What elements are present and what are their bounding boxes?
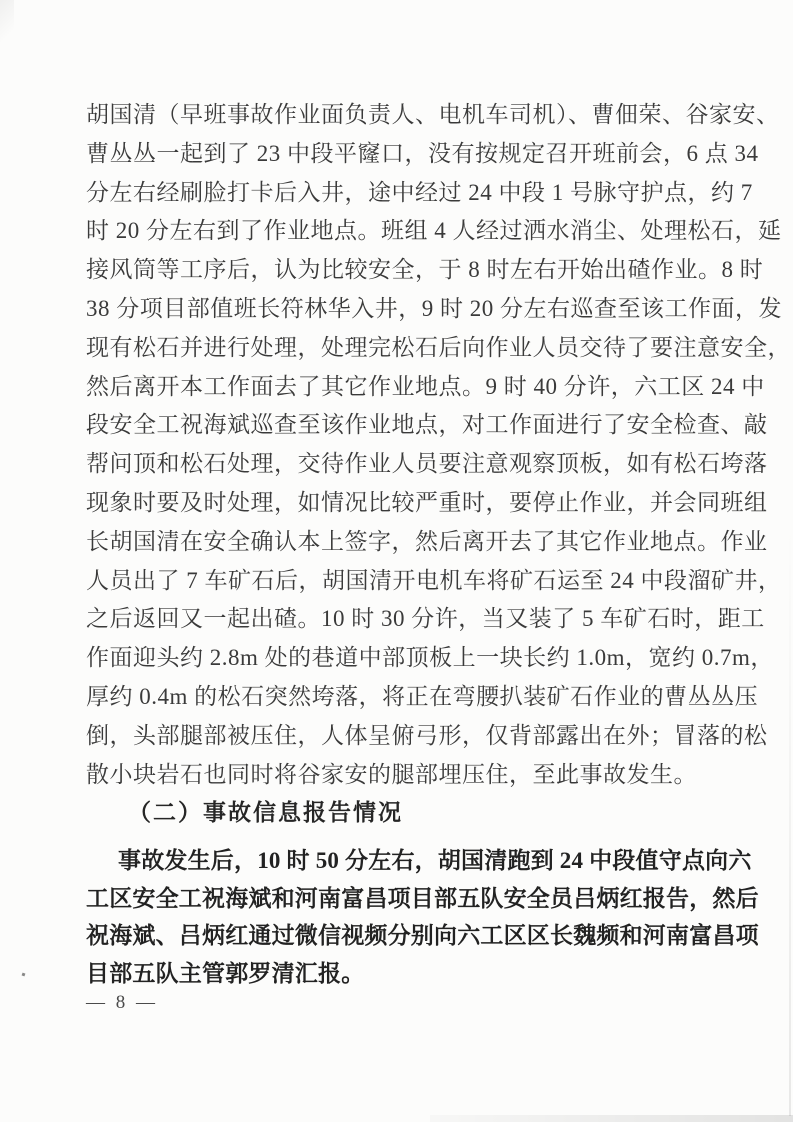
text-line: 段安全工祝海斌巡查至该作业地点，对工作面进行了安全检查、敲 bbox=[86, 412, 768, 438]
text-line: 事故发生后，10 时 50 分左右，胡国清跑到 24 中段值守点向六 bbox=[118, 848, 752, 874]
text-line: 帮问顶和松石处理，交待作业人员要注意观察顶板，如有松石垮落 bbox=[86, 451, 768, 477]
text-line: 目部五队主管郭罗清汇报。 bbox=[86, 960, 365, 986]
text-line: 38 分项目部值班长符林华入井，9 时 20 分左右巡查至该工作面，发 bbox=[86, 295, 782, 321]
text-line: 分左右经刷脸打卡后入井，途中经过 24 中段 1 号脉守护点，约 7 bbox=[86, 179, 753, 205]
scan-shadow-bottom bbox=[430, 1115, 793, 1122]
text-line: 时 20 分左右到了作业地点。班组 4 人经过洒水消尘、处理松石，延 bbox=[86, 218, 782, 244]
scan-edge-artifact-right bbox=[789, 520, 791, 1116]
text-line: 接风筒等工序后，认为比较安全，于 8 时左右开始出碴作业。8 时 bbox=[86, 257, 764, 283]
text-line: 现象时要及时处理，如情况比较严重时，要停止作业，并会同班组 bbox=[86, 489, 768, 515]
scan-edge-artifact-top-left bbox=[0, 0, 14, 60]
document-body bbox=[86, 96, 791, 993]
text-line: 然后离开本工作面去了其它作业地点。9 时 40 分许，六工区 24 中 bbox=[86, 373, 765, 399]
paragraph-accident-process bbox=[86, 96, 791, 794]
text-line: 现有松石并进行处理，处理完松石后向作业人员交待了要注意安全， bbox=[86, 334, 791, 360]
text-line: 曹丛丛一起到了 23 中段平窿口，没有按规定召开班前会，6 点 34 bbox=[86, 140, 759, 166]
text-line: 工区安全工祝海斌和河南富昌项目部五队安全员吕炳红报告，然后 bbox=[86, 885, 759, 911]
paragraph-report-info bbox=[86, 842, 759, 992]
text-line: 之后返回又一起出碴。10 时 30 分许，当又装了 5 车矿石时，距工 bbox=[86, 606, 765, 632]
text-line: 散小块岩石也同时将谷家安的腿部埋压住，至此事故发生。 bbox=[86, 761, 697, 787]
scan-speck bbox=[22, 973, 26, 977]
page-number: — 8 — bbox=[86, 992, 158, 1013]
text-line: 倒，头部腿部被压住，人体呈俯弓形，仅背部露出在外；冒落的松 bbox=[86, 722, 768, 748]
text-line: 厚约 0.4m 的松石突然垮落，将正在弯腰扒装矿石作业的曹丛丛压 bbox=[86, 683, 759, 709]
text-line: 胡国清（早班事故作业面负责人、电机车司机）、曹佃荣、谷家安、 bbox=[86, 102, 780, 127]
text-line: 作面迎头约 2.8m 处的巷道中部顶板上一块长约 1.0m，宽约 0.7m， bbox=[86, 645, 774, 671]
text-line: 祝海斌、吕炳红通过微信视频分别向六工区区长魏频和河南富昌项 bbox=[86, 923, 759, 949]
section-heading: （二）事故信息报告情况 bbox=[128, 800, 403, 826]
text-line: 长胡国清在安全确认本上签字，然后离开去了其它作业地点。作业 bbox=[86, 528, 768, 554]
text-line: 人员出了 7 车矿石后，胡国清开电机车将矿石运至 24 中段溜矿井， bbox=[86, 567, 782, 593]
